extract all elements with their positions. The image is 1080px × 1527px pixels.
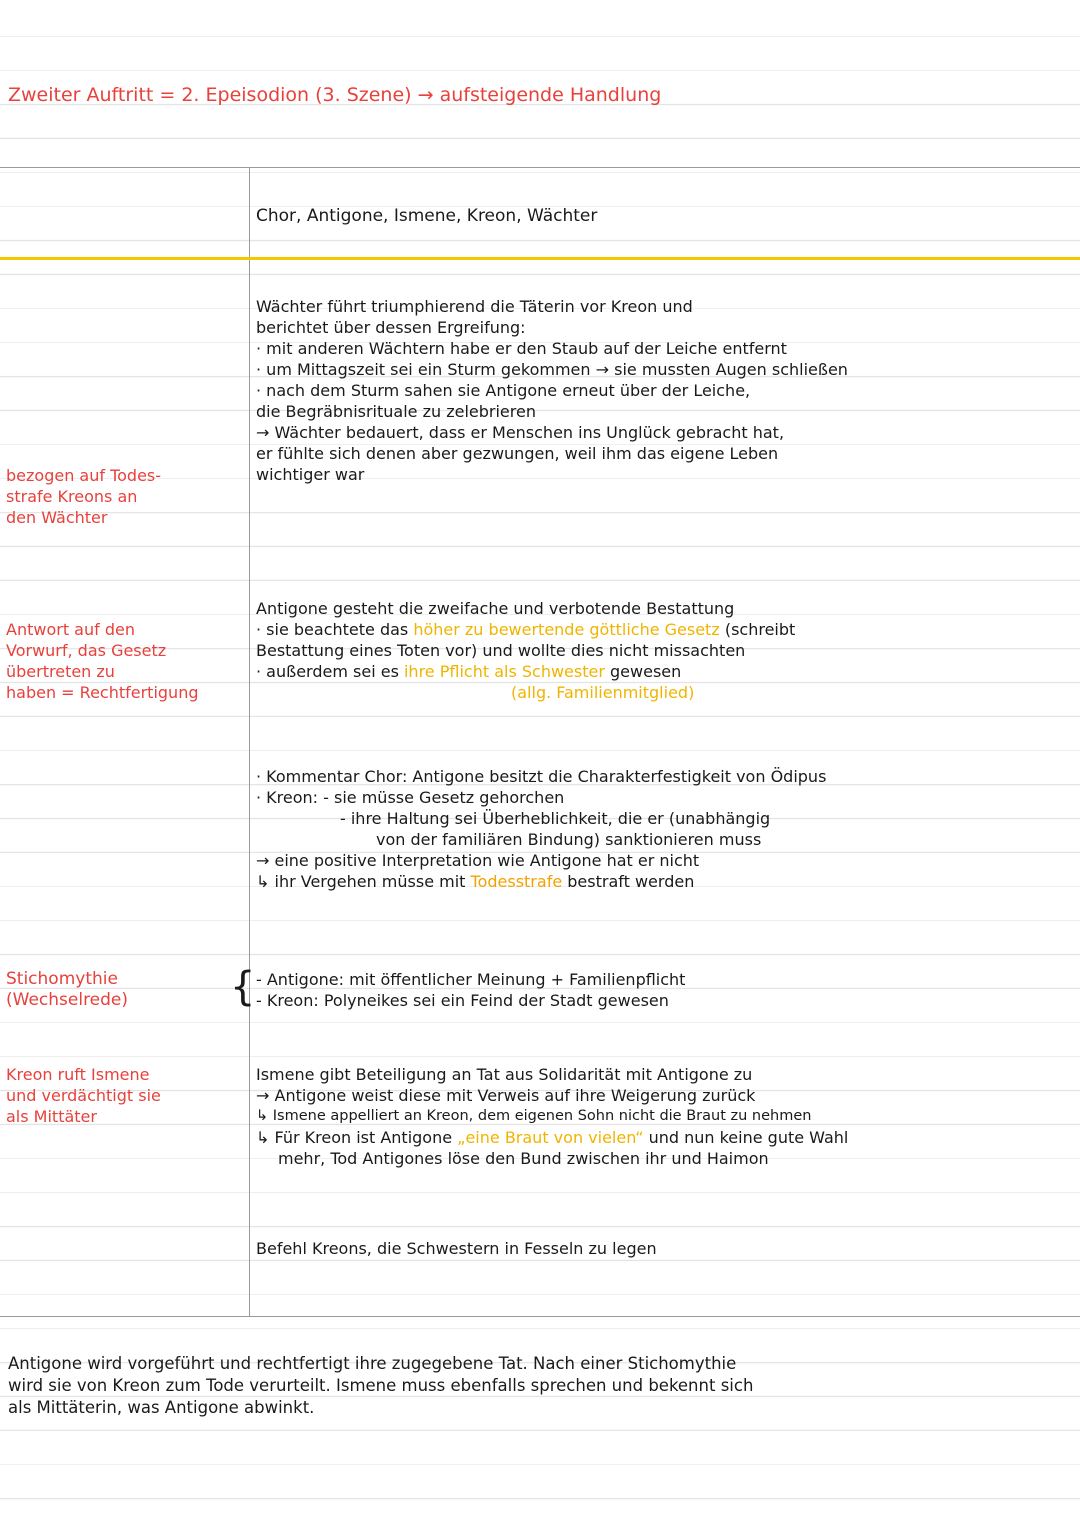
highlight-divine-law: höher zu bewertende göttliche Gesetz <box>413 620 720 639</box>
summary-paragraph: Antigone wird vorgeführt und rechtfertigt ihre zugegebene Tat. Nach einer Stichomythie wird sie von Kreon zum Tode verurteilt. Ismene muss ebenfalls sprechen und bekennt sich als Mittäterin, was Antigone abwinkt. <box>8 1354 754 1417</box>
page-title: Zweiter Auftritt = 2. Epeisodion (3. Szene) → aufsteigende Handlung <box>8 84 662 106</box>
margin-note-justification: Antwort auf den Vorwurf, das Gesetz übertreten zu haben = Rechtfertigung <box>6 620 199 702</box>
guard-line: berichtet über dessen Ergreifung: <box>256 318 526 337</box>
margin-note-stichomythie: Stichomythie (Wechselrede) <box>6 969 129 1010</box>
guard-line: · nach dem Sturm sahen sie Antigone erneut über der Leiche, <box>256 381 751 400</box>
guard-line: Wächter führt triumphierend die Täterin vor Kreon und <box>256 297 693 316</box>
highlight-death-penalty: Todesstrafe <box>470 872 563 891</box>
guard-line: · um Mittagszeit sei ein Sturm gekommen → sie mussten Augen schließen <box>256 360 848 379</box>
kreon-response: · Kommentar Chor: Antigone besitzt die Charakterfestigkeit von Ödipus · Kreon: - sie müsse Gesetz gehorchen - ihre Haltung sei Überheblichkeit, die er (unabhängig von der familiären Bindung) sanktionieren muss → eine positive Interpretation wie Antigone hat er nicht ↳ ihr Vergehen müsse mit Todesstrafe bestraft werden <box>256 767 827 891</box>
table-bottom-border <box>0 1316 1080 1317</box>
highlight-family: (allg. Familienmitglied) <box>511 683 695 702</box>
guard-line: er fühlte sich denen aber gezwungen, weil ihm das eigene Leben <box>256 444 779 463</box>
margin-note-guard: bezogen auf Todes- strafe Kreons an den Wächter <box>6 466 162 527</box>
brace-icon: { <box>230 964 256 1010</box>
guard-line: → Wächter bedauert, dass er Menschen ins Unglück gebracht hat, <box>256 423 785 442</box>
margin-note-ismene: Kreon ruft Ismene und verdächtigt sie als Mittäter <box>6 1065 161 1126</box>
table-top-border <box>0 167 1080 168</box>
ismene-section: Ismene gibt Beteiligung an Tat aus Solidarität mit Antigone zu → Antigone weist diese mit Verweis auf ihre Weigerung zurück ↳ Ismene appelliert an Kreon, dem eigenen Sohn nicht die Braut zu nehmen ↳ Für Kreon ist Antigone „eine Braut von vielen“ und nun keine gute Wahl mehr, Tod Antigones löse den Bund zwischen ihr und Haimon <box>256 1065 849 1168</box>
header-underline <box>0 257 1080 260</box>
guard-report <box>256 296 1071 485</box>
highlight-duty: ihre Pflicht als Schwester <box>403 662 605 681</box>
stichomythie-lines: - Antigone: mit öffentlicher Meinung + Familienpflicht - Kreon: Polyneikes sei ein Feind der Stadt gewesen <box>256 970 686 1010</box>
column-divider <box>249 167 250 1316</box>
kreon-command: Befehl Kreons, die Schwestern in Fesseln zu legen <box>256 1239 657 1258</box>
guard-line: die Begräbnisrituale zu zelebrieren <box>256 402 536 421</box>
guard-line: · mit anderen Wächtern habe er den Staub auf der Leiche entfernt <box>256 339 787 358</box>
character-list: Chor, Antigone, Ismene, Kreon, Wächter <box>256 206 598 226</box>
highlight-bride: „eine Braut von vielen“ <box>457 1128 644 1147</box>
guard-line: wichtiger war <box>256 465 365 484</box>
antigone-confession: Antigone gesteht die zweifache und verbotende Bestattung · sie beachtete das höher zu bewertende göttliche Gesetz (schreibt Bestattung eines Toten vor) und wollte dies nicht missachten · außerdem sei es ihre Pflicht als Schwester gewesen (allg. Familienmitglied) <box>256 598 1071 703</box>
